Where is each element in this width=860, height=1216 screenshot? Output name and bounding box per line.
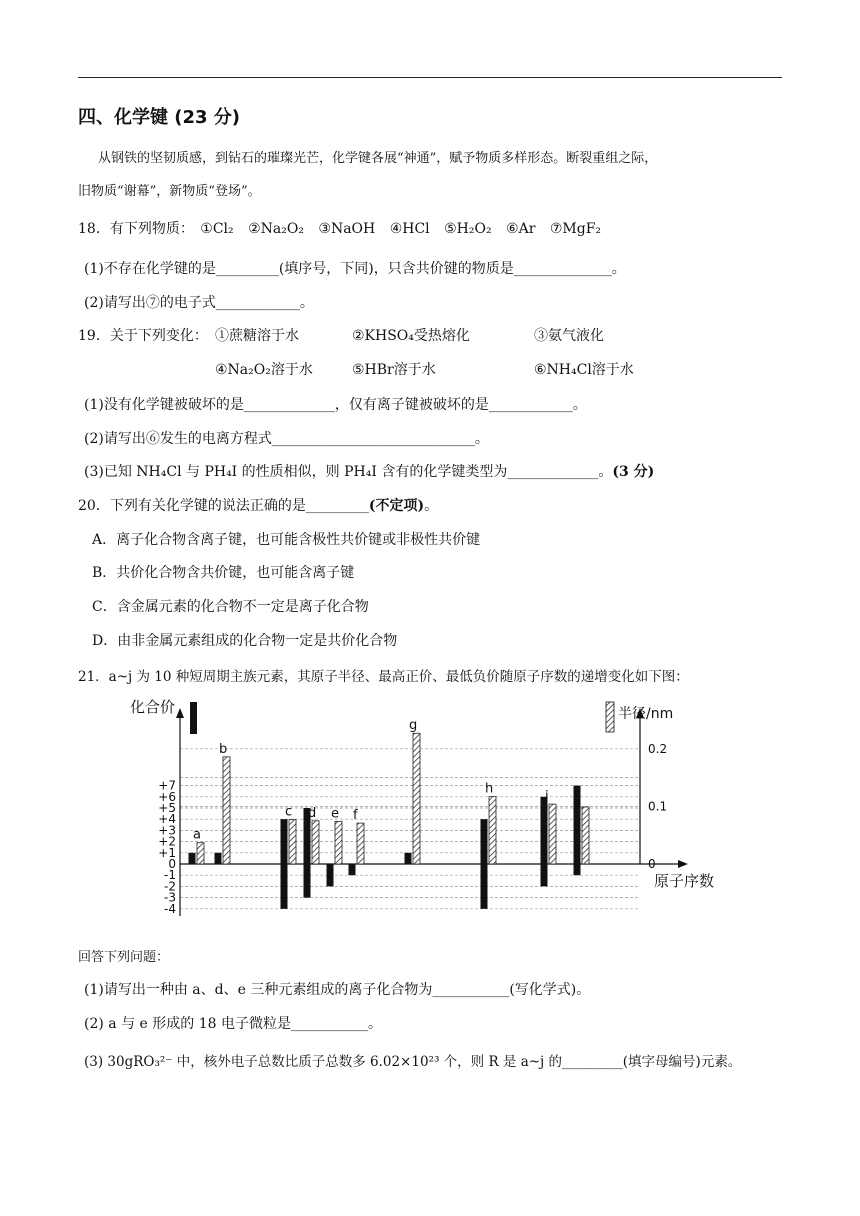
y-tick-label: +4 xyxy=(158,812,176,827)
q20-option-c: C．含金属元素的化合物不一定是离子化合物 xyxy=(92,599,369,615)
bar-label: i xyxy=(545,789,549,805)
bar-max-valence xyxy=(215,853,222,864)
y-axis-left-arrow xyxy=(176,708,184,718)
bar-min-valence xyxy=(541,864,548,886)
q19-item: ⑤HBr溶于水 xyxy=(352,362,436,378)
q21-part-2: (2) a 与 e 形成的 18 电子微粒是___________。 xyxy=(84,1016,382,1032)
bar-min-valence xyxy=(574,864,581,875)
bar-max-valence xyxy=(541,797,548,864)
y-tick-label: +7 xyxy=(158,778,176,793)
y-tick-label: +3 xyxy=(158,823,176,838)
element-chart xyxy=(110,698,730,928)
q21-stem: 21．a~j 为 10 种短周期主族元素，其原子半径、最高正价、最低负价随原子序数的递增变化如下图： xyxy=(78,669,689,685)
q20-stem-end: 。 xyxy=(424,498,439,514)
bar-radius xyxy=(197,843,204,864)
bar-radius xyxy=(549,804,556,864)
y-tick-label: +6 xyxy=(158,789,176,804)
y-tick-label: +5 xyxy=(158,801,176,815)
q21-part-3: (3) 30gRO₃²⁻ 中，核外电子总数比质子总数多 6.02×10²³ 个，则 R 是 a~j 的_________(填字母编号)元素。 xyxy=(84,1054,742,1070)
header-rule xyxy=(78,77,782,78)
bar-radius xyxy=(223,757,230,864)
y2-axis-title: 半径/nm xyxy=(618,706,674,722)
bar-label: g xyxy=(409,718,418,734)
y2-tick-label: 0 xyxy=(648,857,656,871)
q19-part-1: (1)没有化学键被破坏的是_____________，仅有离子键被破坏的是____________。 xyxy=(84,397,587,413)
q20-option-a: A．离子化合物含离子键，也可能含极性共价键或非极性共价键 xyxy=(92,532,481,548)
q19-item: ⑥NH₄Cl溶于水 xyxy=(534,362,634,378)
q18-item: ⑤H₂O₂ xyxy=(444,221,492,237)
bar-radius xyxy=(289,820,296,864)
y-tick-label: -2 xyxy=(164,879,176,894)
answer-prompt: 回答下列问题： xyxy=(78,950,170,965)
y2-tick-label: 0.1 xyxy=(648,799,668,814)
q20-stem-line xyxy=(78,495,438,515)
bar-max-valence xyxy=(281,819,288,864)
x-axis-arrow xyxy=(678,860,688,868)
y2-tick-label: 0.2 xyxy=(648,741,668,756)
bar-label: e xyxy=(331,806,339,822)
y-tick-label: -1 xyxy=(164,868,176,883)
bar-min-valence xyxy=(349,864,356,875)
q20-option-d: D．由非金属元素组成的化合物一定是共价化合物 xyxy=(92,633,398,649)
bar-min-valence xyxy=(481,864,488,909)
y-tick-label: +2 xyxy=(158,834,176,849)
bar-label: h xyxy=(485,781,494,797)
intro-line-1: 从钢铁的坚韧质感，到钻石的璀璨光芒，化学键各展“神通”，赋予物质多样形态。断裂重组之际， xyxy=(98,151,658,166)
q19-item: ②KHSO₄受热熔化 xyxy=(352,328,470,344)
bar-max-valence xyxy=(405,853,412,864)
q20-tag: (不定项) xyxy=(368,498,425,514)
y-tick-label: +1 xyxy=(158,845,176,860)
bar-radius xyxy=(312,821,319,864)
q18-stem: 18．有下列物质： xyxy=(78,221,194,237)
intro-line-2: 旧物质“谢幕”，新物质“登场”。 xyxy=(78,184,261,199)
bar-radius xyxy=(413,733,420,864)
q21-part-1: (1)请写出一种由 a、d、e 三种元素组成的离子化合物为___________(写化学式)。 xyxy=(84,982,591,998)
bar-label: c xyxy=(285,804,293,820)
q19-part-2: (2)请写出⑥发生的电离方程式_____________________________。 xyxy=(84,431,489,447)
bar-radius xyxy=(582,807,589,864)
q20-option-b: B．共价化合物含共价键，也可能含离子键 xyxy=(92,565,355,581)
q20-stem: 20．下列有关化学键的说法正确的是_________ xyxy=(78,498,369,514)
q19-item: ④Na₂O₂溶于水 xyxy=(215,362,313,378)
bar-max-valence xyxy=(481,819,488,864)
bar-min-valence xyxy=(327,864,334,886)
x-axis-title: 原子序数 xyxy=(654,872,715,890)
q19-item: ③氨气液化 xyxy=(534,328,604,344)
bar-label: b xyxy=(219,741,228,757)
q18-stem-line xyxy=(78,218,601,238)
y-tick-label: 0 xyxy=(168,857,176,871)
q19-part-3-score: (3 分) xyxy=(612,464,655,480)
y-axis-title: 化合价 xyxy=(130,698,176,716)
q18-item: ④HCl xyxy=(389,221,430,237)
y-tick-label: -3 xyxy=(164,890,176,905)
q19-part-3: (3)已知 NH₄Cl 与 PH₄I 的性质相似，则 PH₄I 含有的化学键类型为_____________。 xyxy=(84,464,613,480)
bar-min-valence xyxy=(281,864,288,909)
legend-valence-swatch xyxy=(190,702,197,734)
q18-item: ②Na₂O₂ xyxy=(248,221,304,237)
section-title: 四、化学键 (23 分) xyxy=(78,107,241,128)
q19-part-3-line xyxy=(84,461,654,481)
bar-label: j xyxy=(578,791,582,807)
q18-item: ①Cl₂ xyxy=(200,221,234,237)
q19-stem: 19．关于下列变化： xyxy=(78,328,208,344)
y-tick-label: -4 xyxy=(164,901,176,916)
bar-radius xyxy=(335,821,342,864)
q18-item: ⑥Ar xyxy=(506,221,536,237)
legend-radius-swatch xyxy=(606,702,614,732)
bar-label: a xyxy=(193,827,201,843)
q19-item: ①蔗糖溶于水 xyxy=(215,328,299,344)
bar-radius xyxy=(489,797,496,864)
bar-label: f xyxy=(353,808,358,824)
bar-min-valence xyxy=(304,864,311,898)
q18-item: ⑦MgF₂ xyxy=(549,221,602,237)
q18-part-1: (1)不存在化学键的是_________(填序号，下同)，只含共价键的物质是______________。 xyxy=(84,261,626,277)
bar-radius xyxy=(357,823,364,864)
bar-max-valence xyxy=(189,853,196,864)
q18-item: ③NaOH xyxy=(318,221,376,237)
bar-label: d xyxy=(308,805,317,821)
q18-part-2: (2)请写出⑦的电子式____________。 xyxy=(84,295,314,311)
